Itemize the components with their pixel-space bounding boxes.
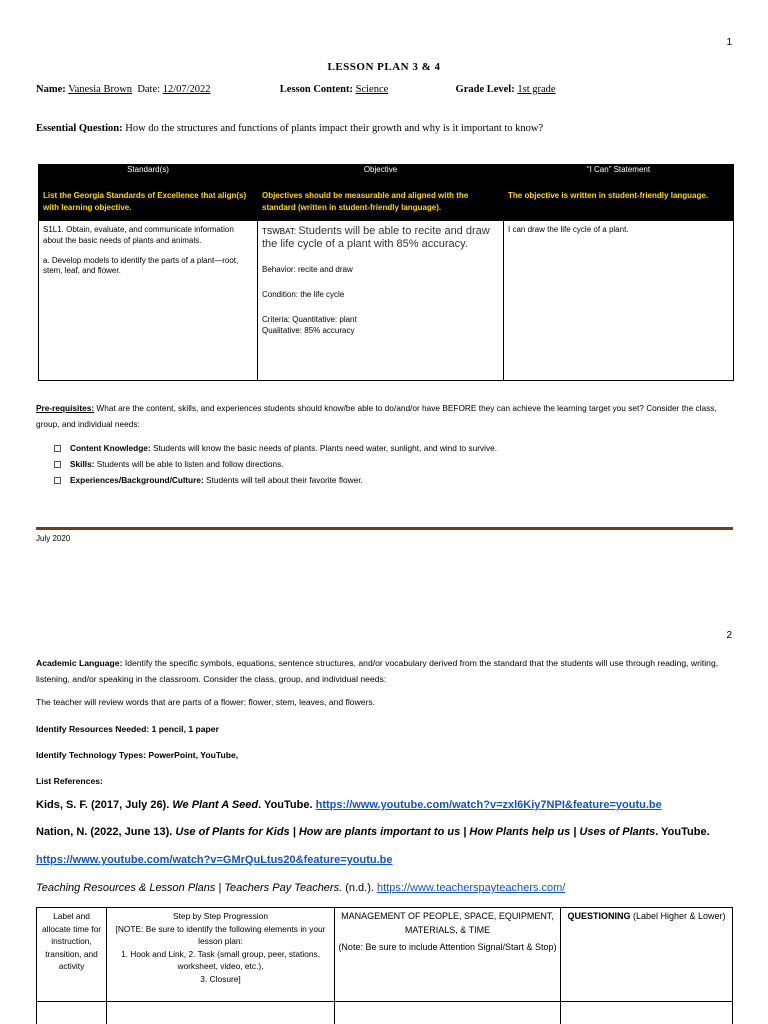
reference-3-title: Teaching Resources & Lesson Plans | Teachers Pay Teachers. — [36, 882, 343, 894]
header-ican: “I Can” Statement — [504, 165, 734, 187]
lesson-content-label: Lesson Content: — [279, 84, 353, 95]
reference-1-author: Kids, S. F. (2017, July 26). — [36, 799, 173, 811]
bullet-text: Students will be able to listen and follow directions. — [96, 459, 284, 470]
table-cell — [107, 1002, 335, 1024]
lesson-plan-title: LESSON PLAN 3 & 4 — [327, 61, 441, 73]
col-questioning-title: QUESTIONING — [567, 911, 631, 921]
list-item — [54, 440, 497, 456]
table-cell — [37, 1002, 107, 1024]
reference-3-date: (n.d.). — [342, 882, 377, 894]
name-label: Name: — [36, 84, 66, 95]
page-number: 2 — [726, 630, 732, 641]
grade-level-label: Grade Level: — [455, 84, 515, 95]
reference-2-author: Nation, N. (2022, June 13). — [36, 826, 176, 838]
prereq-label: Pre-requisites: — [36, 403, 95, 413]
header-standards: Standard(s) — [39, 165, 258, 187]
col-questioning — [561, 908, 733, 1002]
objective-criteria: Criteria: Quantitative: plant — [262, 314, 357, 324]
col-step-title: Step by Step Progression — [173, 911, 268, 921]
prereq-text: What are the content, skills, and experiences students should know/be able to do/and/or have BEFORE they can achieve the learning target you set? Consider the class, group, and individual needs: — [36, 403, 717, 429]
table-cell — [335, 1002, 561, 1024]
lesson-progression-table — [36, 907, 733, 1024]
prerequisites — [36, 401, 736, 433]
references-label: List References: — [36, 776, 103, 786]
reference-1-title: We Plant A Seed — [172, 799, 259, 811]
standards-table — [38, 164, 734, 381]
list-item — [54, 456, 497, 472]
essential-question — [36, 123, 543, 134]
objective-condition: Condition: the life cycle — [262, 290, 345, 300]
review-words: The teacher will review words that are parts of a flower: flower, stem, leaves, and flowers. — [36, 697, 376, 707]
col-management — [335, 908, 561, 1002]
bullet-box-icon — [54, 461, 61, 468]
footer-divider — [36, 527, 733, 530]
objective-behavior: Behavior: recite and draw — [262, 265, 353, 275]
ican-text: I can draw the life cycle of a plant. — [508, 225, 629, 234]
header-info-row — [36, 84, 556, 95]
reference-2 — [36, 826, 710, 838]
col-step-items: 1. Hook and Link, 2. Task (small group, peer, stations, worksheet, video, etc.), — [120, 948, 321, 972]
standard-cell — [39, 221, 258, 381]
grade-level-value: 1st grade — [517, 84, 556, 95]
objective-qualitative: Qualitative: 85% accuracy — [262, 325, 355, 335]
footer-date: July 2020 — [36, 534, 71, 543]
standard-text: S1L1. Obtain, evaluate, and communicate information about the basic needs of plants and animals. — [43, 225, 234, 245]
col-step-closure: 3. Closure] — [200, 974, 241, 985]
col-questioning-note: (Label Higher & Lower) — [630, 911, 726, 921]
objective-cell — [258, 221, 504, 381]
lesson-content-value: Science — [355, 84, 389, 95]
col-management-note: (Note: Be sure to include Attention Signal/Start & Stop) — [338, 942, 557, 952]
table-cell — [561, 1002, 733, 1024]
prereq-bullet-list — [54, 440, 497, 489]
essential-question-text: How do the structures and functions of plants impact their growth and why is it important to know? — [125, 123, 544, 134]
tswbat-label: TSWBAT: — [262, 227, 297, 236]
col-step-note: [NOTE: Be sure to identify the following elements in your lesson plan: — [115, 923, 326, 947]
reference-2-link[interactable]: https://www.youtube.com/watch?v=GMrQuLtus20&feature=youtu.be — [36, 854, 393, 866]
academic-language-label: Academic Language: — [36, 658, 123, 668]
academic-language — [36, 655, 736, 688]
resources-needed: Identify Resources Needed: 1 pencil, 1 paper — [36, 724, 219, 734]
bullet-box-icon — [54, 445, 61, 452]
date-label: Date: — [137, 84, 161, 95]
reference-1-source: . YouTube. — [258, 799, 316, 811]
date-value: 12/07/2022 — [162, 84, 211, 95]
reference-1-link[interactable]: https://www.youtube.com/watch?v=zxl6Kiy7NPI&feature=youtu.be — [315, 799, 662, 811]
instruction-standards: List the Georgia Standards of Excellence that align(s) with learning objective. — [39, 187, 258, 221]
reference-3 — [36, 882, 565, 894]
col-label-time: Label and allocate time for instruction, transition, and activity — [37, 908, 107, 1002]
bullet-text: Students will know the basic needs of plants. Plants need water, sunlight, and wind to survive. — [152, 443, 498, 453]
bullet-text: Students will tell about their favorite flower. — [206, 475, 363, 486]
bullet-label: Experiences/Background/Culture: — [70, 475, 204, 486]
reference-3-link[interactable]: https://www.teacherspayteachers.com/ — [377, 882, 566, 894]
essential-question-label: Essential Question: — [36, 123, 123, 134]
reference-2-title: Use of Plants for Kids | How are plants important to us | How Plants help us | Uses of Plants — [175, 826, 656, 838]
header-objective: Objective — [258, 165, 504, 187]
bullet-label: Content Knowledge: — [70, 443, 151, 453]
list-item — [54, 472, 497, 488]
bullet-label: Skills: — [70, 459, 95, 470]
ican-cell — [504, 221, 734, 381]
academic-language-text: Identify the specific symbols, equations, sentence structures, and/or vocabulary derived from the standard that the students will use through reading, writing, listening, and/or speaking in the classroom. Consider the class, group, and individual needs: — [36, 658, 719, 685]
reference-2-source: . YouTube. — [655, 826, 710, 838]
technology-types: Identify Technology Types: PowerPoint, YouTube, — [36, 750, 239, 760]
standard-subtext: a. Develop models to identify the parts of a plant—root, stem, leaf, and flower. — [43, 255, 239, 276]
col-management-title: MANAGEMENT OF PEOPLE, SPACE, EQUIPMENT, MATERIALS, & TIME — [341, 911, 554, 935]
instruction-objective: Objectives should be measurable and aligned with the standard (written in student-friendly language). — [258, 187, 504, 221]
reference-1 — [36, 799, 662, 811]
page-number: 1 — [726, 37, 732, 48]
name-value: Vanesia Brown — [68, 84, 133, 95]
bullet-box-icon — [54, 477, 61, 484]
col-step-progression — [107, 908, 335, 1002]
tswbat-text: Students will be able to recite and draw the life cycle of a plant with 85% accuracy. — [262, 225, 490, 251]
reference-2-link-line — [36, 854, 393, 866]
instruction-ican: The objective is written in student-friendly language. — [504, 187, 734, 221]
